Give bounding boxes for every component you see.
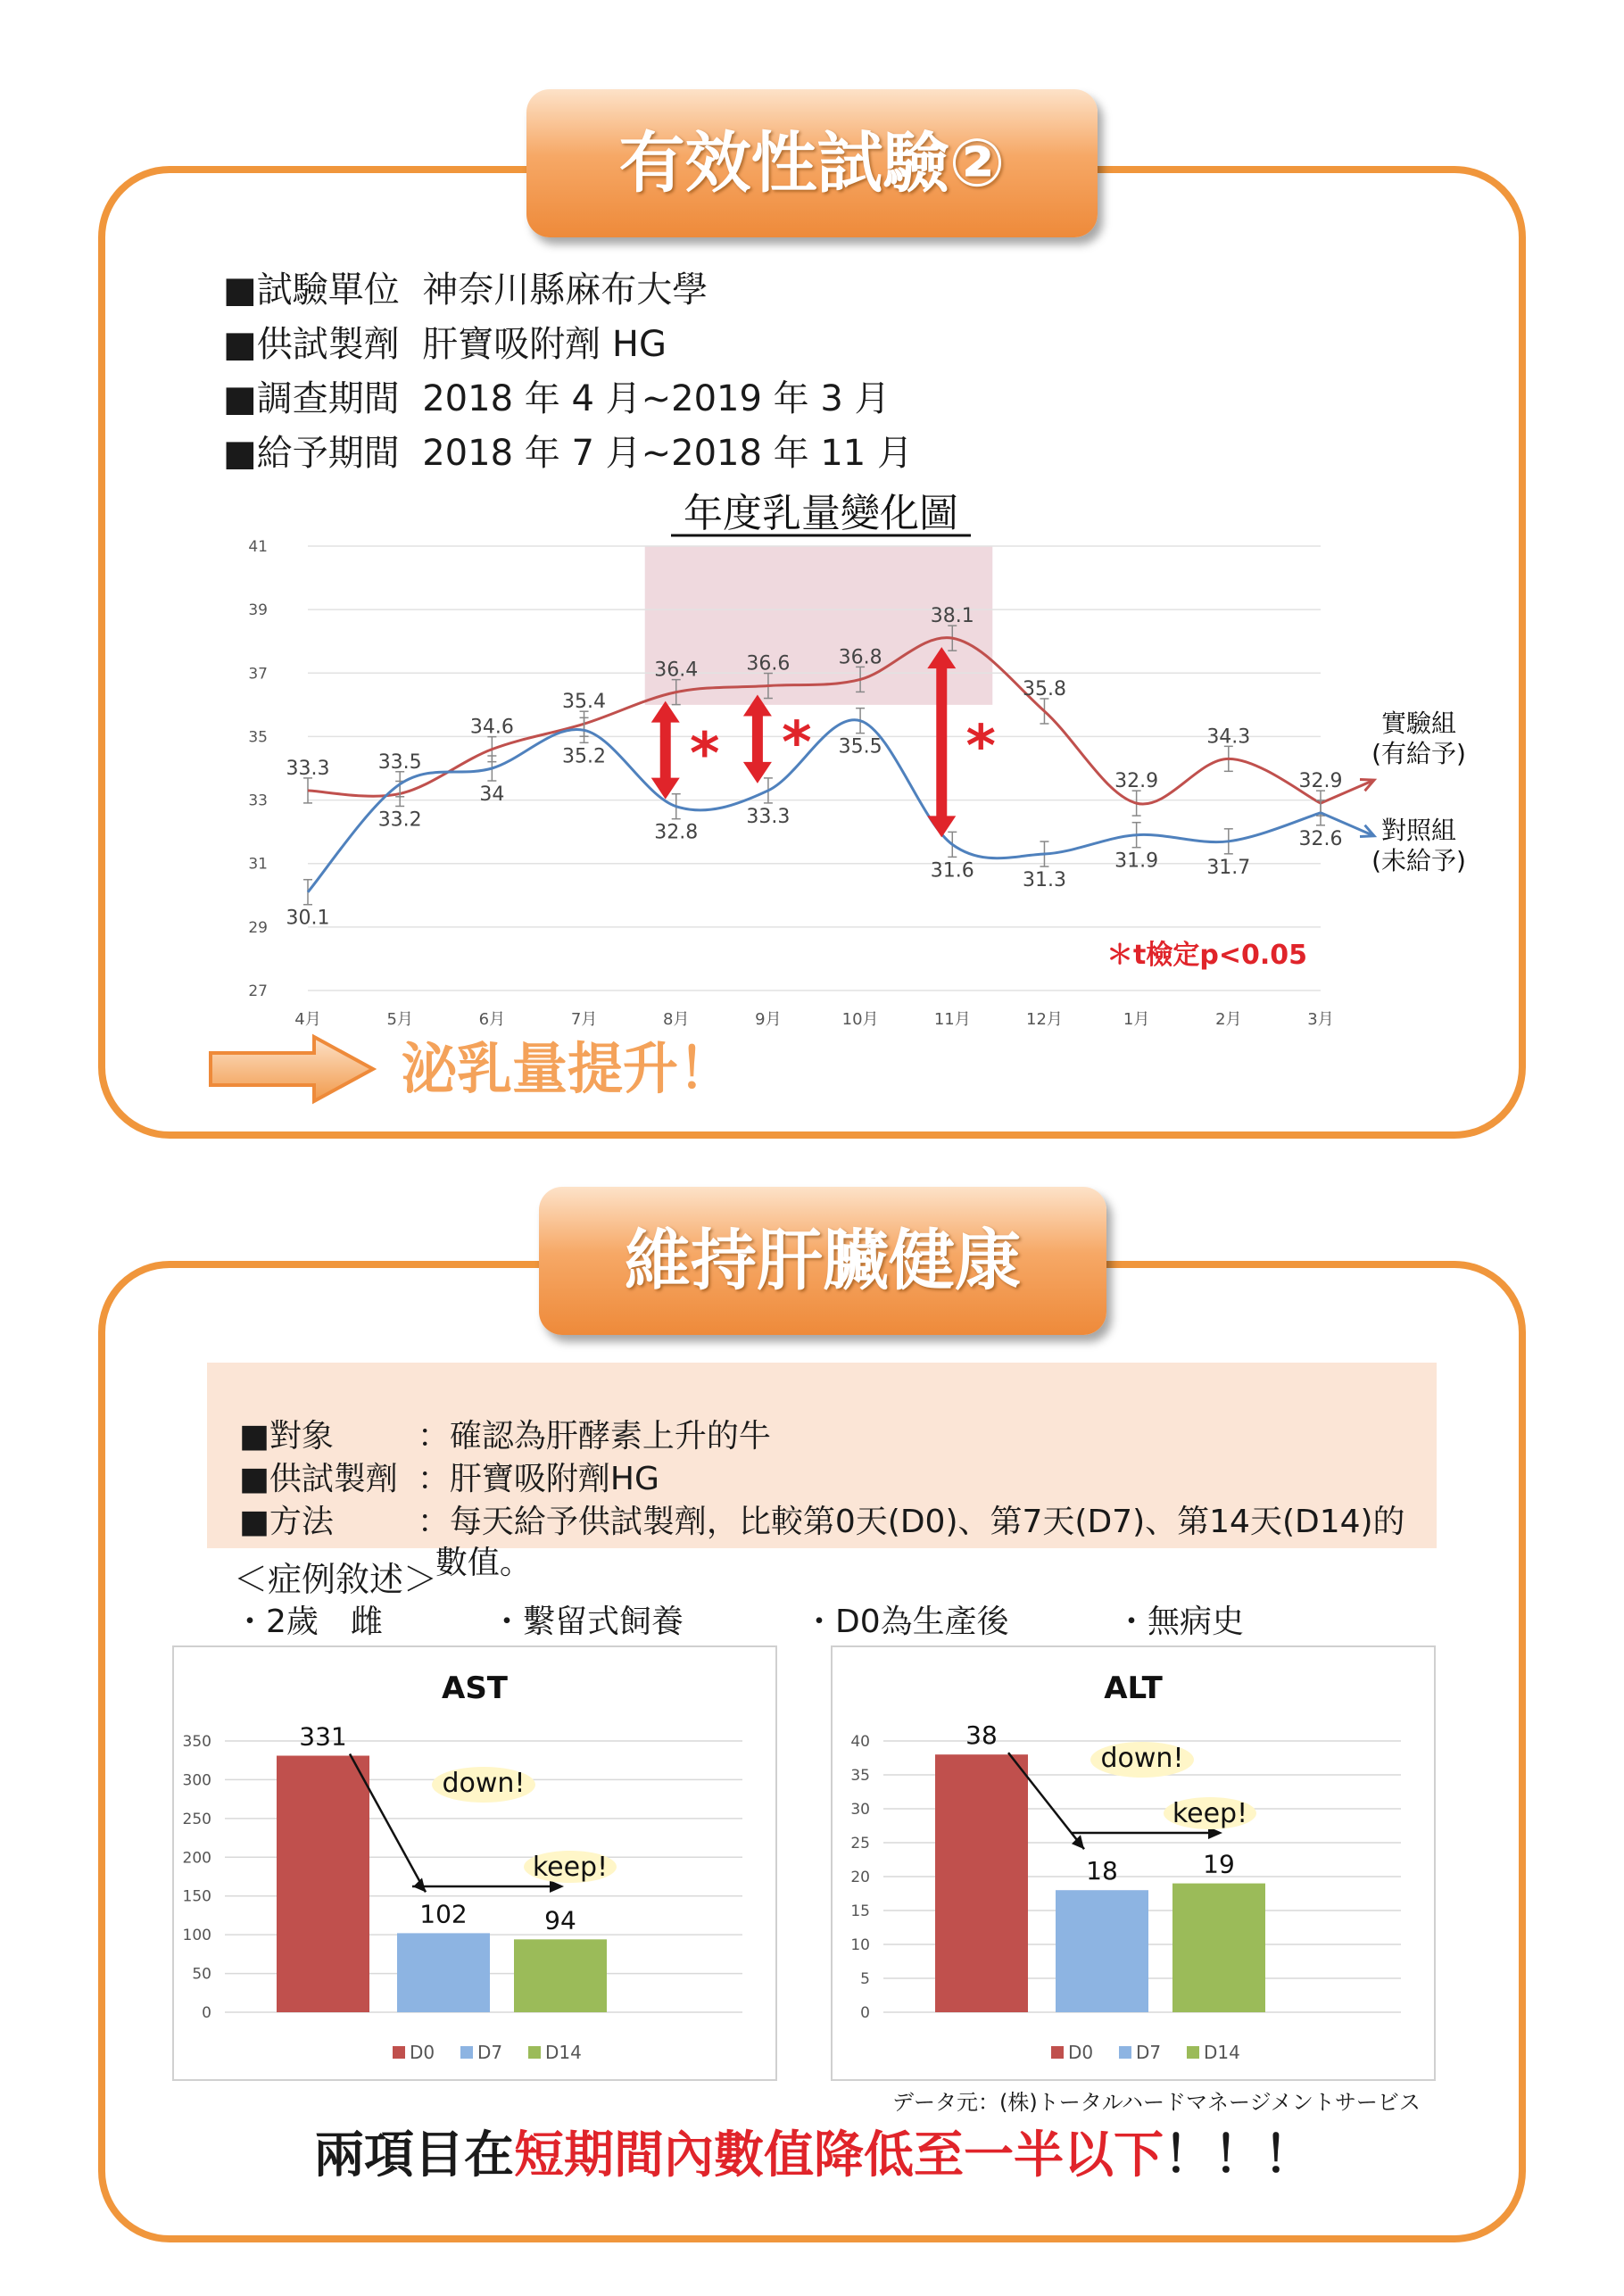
- data-label: 32.6: [1298, 827, 1343, 850]
- x-tick-label: 5月: [386, 1010, 413, 1029]
- chart-title: AST: [442, 1670, 508, 1706]
- data-label: 34.6: [469, 716, 514, 739]
- y-tick-label: 250: [182, 1810, 211, 1828]
- efficacy-banner: [526, 89, 1098, 237]
- info-line-unit: ■試驗單位 神奈川縣麻布大學: [223, 269, 708, 311]
- method-value-method-cont: 數值。: [435, 1545, 532, 1581]
- data-label: 32.9: [1114, 770, 1159, 793]
- y-tick-label: 0: [860, 2004, 870, 2022]
- efficacy-banner-title: 有效性試驗②: [618, 125, 1006, 202]
- significance-arrowhead: [743, 762, 772, 783]
- data-label: 33.2: [377, 808, 422, 832]
- y-tick-label: 20: [850, 1869, 870, 1886]
- legend-label-d0: D0: [410, 2042, 435, 2063]
- conclusion-text: [314, 2124, 1313, 2188]
- y-tick-label: 30: [850, 1801, 870, 1819]
- y-tick-label: 10: [850, 1936, 870, 1954]
- x-tick-label: 3月: [1307, 1010, 1334, 1029]
- significance-star: *: [689, 721, 720, 788]
- liver-health-banner-title: 維持肝臟健康: [625, 1223, 1021, 1299]
- data-label: 33.5: [377, 750, 422, 774]
- y-tick-label: 35: [850, 1767, 870, 1785]
- method-value-subject: ：確認為肝酵素上升的牛: [417, 1418, 771, 1455]
- data-label: 35.2: [562, 745, 607, 768]
- bar-value-label: 18: [1086, 1856, 1118, 1886]
- y-tick-label: 5: [860, 1970, 870, 1988]
- legend-swatch-d14: [528, 2046, 541, 2059]
- chart-frame: [832, 1646, 1435, 2080]
- legend-swatch-d0: [393, 2046, 405, 2059]
- x-tick-label: 2月: [1215, 1010, 1242, 1029]
- legend-label-d14: D14: [545, 2042, 582, 2063]
- keep-label: keep!: [1172, 1798, 1248, 1829]
- legend-label-d7: D7: [477, 2042, 503, 2063]
- significance-arrowhead: [927, 816, 956, 837]
- significance-star: *: [782, 710, 812, 777]
- y-tick-label: 33: [248, 792, 268, 810]
- bar-value-label: 94: [544, 1905, 576, 1935]
- ast-chart: [171, 1645, 778, 2082]
- y-tick-label: 37: [248, 665, 268, 684]
- x-tick-label: 1月: [1123, 1010, 1150, 1029]
- y-tick-label: 41: [248, 538, 268, 556]
- x-tick-label: 9月: [755, 1010, 782, 1029]
- method-value-product: ：肝寶吸附劑HG: [417, 1461, 659, 1497]
- data-label: 35.5: [838, 735, 882, 758]
- y-tick-label: 39: [248, 601, 268, 620]
- data-label: 33.3: [286, 757, 330, 780]
- case-item-postpartum: ・D0為生產後: [803, 1604, 1009, 1640]
- method-label-subject: ■對象: [238, 1418, 334, 1455]
- y-tick-label: 35: [248, 728, 268, 747]
- data-label: 36.6: [746, 652, 791, 676]
- y-tick-label: 40: [850, 1733, 870, 1751]
- y-tick-label: 300: [182, 1771, 211, 1790]
- legend-swatch-d7: [460, 2046, 473, 2059]
- keep-label: keep!: [532, 1852, 609, 1883]
- data-label: 36.4: [654, 659, 699, 682]
- legend-label-d7: D7: [1136, 2042, 1162, 2063]
- series-line-control: [308, 720, 1321, 892]
- conclusion-exclamations: ！！！: [1164, 2126, 1313, 2184]
- bar-d7: [1056, 1890, 1148, 2012]
- series-legend-label: 對照組: [1380, 816, 1457, 845]
- chart-title: ALT: [1104, 1670, 1163, 1706]
- legend-label-d14: D14: [1204, 2042, 1240, 2063]
- milk-yield-chart: [223, 482, 1526, 1035]
- x-tick-label: 6月: [478, 1010, 506, 1029]
- data-label: 31.6: [930, 859, 974, 883]
- case-item-age: ・2歲 雌: [234, 1604, 383, 1640]
- data-label: 35.4: [562, 691, 607, 714]
- legend-label-d0: D0: [1068, 2042, 1094, 2063]
- significance-arrowhead: [651, 778, 680, 800]
- conclusion-highlight: 短期間內數值降低至一半以下: [514, 2126, 1164, 2184]
- legend-swatch-d14: [1187, 2046, 1199, 2059]
- liver-health-banner: [539, 1187, 1106, 1335]
- y-tick-label: 29: [248, 918, 268, 937]
- data-label: 35.8: [1022, 677, 1066, 700]
- bar-value-label: 38: [965, 1720, 998, 1751]
- y-tick-label: 27: [248, 982, 268, 1000]
- method-value-method: ：每天給予供試製劑，比較第0天(D0)、第7天(D7)、第14天(D14)的: [417, 1504, 1405, 1540]
- y-tick-label: 50: [192, 1965, 211, 1984]
- down-label: down!: [442, 1768, 526, 1799]
- bar-value-label: 19: [1203, 1849, 1235, 1879]
- x-tick-label: 8月: [663, 1010, 690, 1029]
- bar-d0: [277, 1756, 369, 2012]
- legend-swatch-d0: [1051, 2046, 1064, 2059]
- data-label: 36.8: [838, 646, 882, 669]
- series-legend-label: 實驗組: [1380, 709, 1457, 738]
- y-tick-label: 350: [182, 1733, 211, 1751]
- info-line-dosing-period: ■給予期間 2018 年 7 月~2018 年 11 月: [223, 433, 913, 474]
- bar-value-label: 102: [419, 1899, 468, 1929]
- case-item-housing: ・繫留式飼養: [491, 1604, 684, 1640]
- alt-chart: [830, 1645, 1437, 2082]
- y-tick-label: 200: [182, 1849, 211, 1868]
- chart-title: 年度乳量變化圖: [684, 491, 958, 536]
- data-label: 32.9: [1298, 770, 1343, 793]
- x-tick-label: 11月: [933, 1010, 971, 1029]
- y-tick-label: 25: [850, 1835, 870, 1853]
- method-label-product: ■供試製劑: [238, 1461, 398, 1497]
- data-label: 31.9: [1114, 850, 1159, 873]
- bar-d0: [935, 1754, 1028, 2012]
- y-tick-label: 100: [182, 1927, 211, 1945]
- series-legend-label: (未給予): [1371, 846, 1466, 875]
- data-label: 30.1: [286, 907, 330, 930]
- data-source-note: データ元：(株)トータルハードマネージメントサービス: [892, 2090, 1421, 2115]
- x-tick-label: 4月: [294, 1010, 321, 1029]
- y-tick-label: 0: [202, 2004, 211, 2022]
- x-tick-label: 10月: [841, 1010, 879, 1029]
- orange-arrow-icon: [207, 1033, 377, 1105]
- y-tick-label: 15: [850, 1902, 870, 1920]
- info-line-product: ■供試製劑 肝寶吸附劑 HG: [223, 324, 667, 365]
- case-item-history: ・無病史: [1115, 1604, 1245, 1640]
- y-tick-label: 31: [248, 855, 268, 874]
- method-label-method: ■方法: [238, 1504, 334, 1540]
- data-label: 34: [479, 783, 505, 806]
- legend-swatch-d7: [1119, 2046, 1131, 2059]
- series-legend-label: (有給予): [1371, 739, 1466, 768]
- bar-d14: [514, 1939, 607, 2012]
- data-label: 31.7: [1206, 856, 1251, 879]
- bar-d7: [397, 1933, 490, 2012]
- significance-note: ＊t檢定p<0.05: [1106, 940, 1307, 971]
- data-label: 32.8: [654, 821, 699, 844]
- data-label: 34.3: [1206, 725, 1251, 749]
- chart-frame: [173, 1646, 776, 2080]
- bar-d14: [1172, 1884, 1265, 2012]
- x-tick-label: 12月: [1026, 1010, 1063, 1029]
- conclusion-part-1: 兩項目在: [314, 2126, 514, 2184]
- data-label: 33.3: [746, 805, 791, 828]
- info-line-survey-period: ■調查期間 2018 年 4 月~2019 年 3 月: [223, 378, 891, 419]
- case-description-title: ＜症例敘述＞: [234, 1560, 438, 1599]
- milk-increase-callout: 泌乳量提升！: [402, 1036, 734, 1101]
- data-label: 38.1: [930, 605, 974, 628]
- bar-value-label: 331: [299, 1721, 347, 1752]
- significance-star: *: [965, 713, 997, 780]
- y-tick-label: 150: [182, 1887, 211, 1906]
- data-label: 31.3: [1022, 869, 1066, 892]
- down-label: down!: [1100, 1743, 1184, 1774]
- x-tick-label: 7月: [570, 1010, 598, 1029]
